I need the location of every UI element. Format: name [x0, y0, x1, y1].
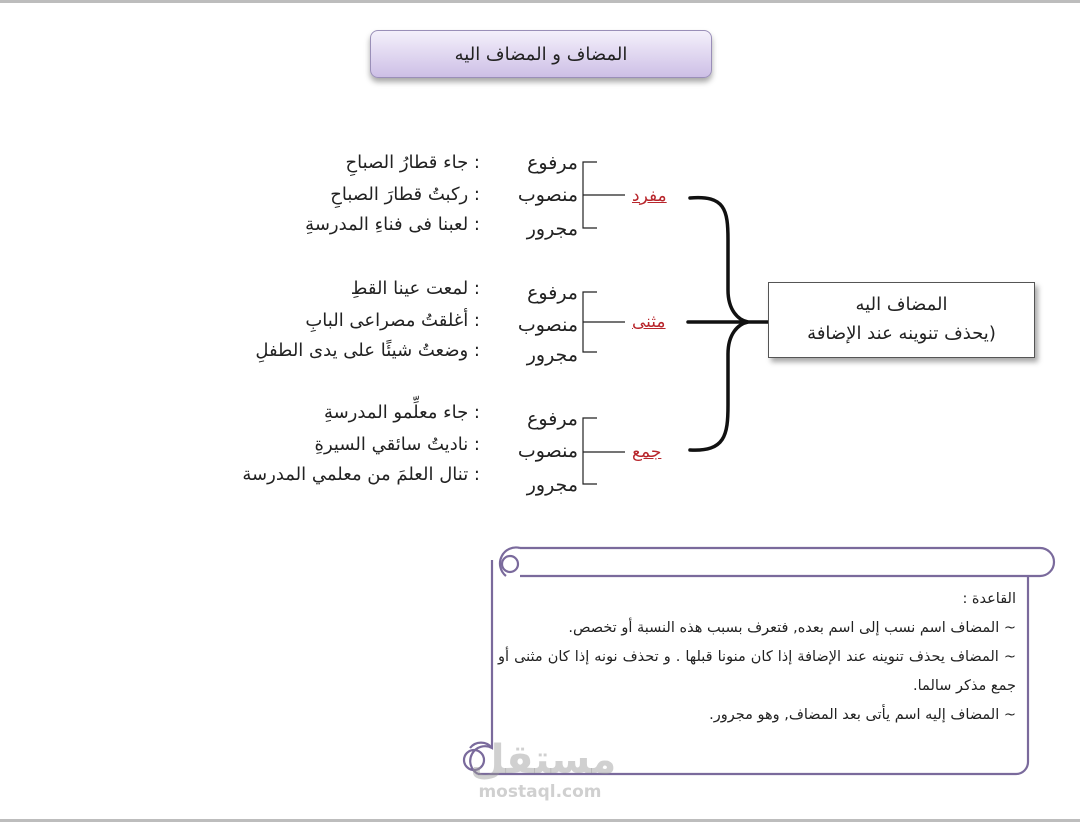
- definition-line-2: (يحذف تنوينه عند الإضافة: [807, 323, 996, 344]
- definition-line-1: المضاف اليه: [855, 294, 948, 316]
- example-sentence: : ناديتُ سائقي السيرةِ: [314, 434, 480, 455]
- watermark-logo: مستقل: [470, 737, 617, 783]
- case-label: مرفوع: [527, 408, 578, 430]
- example-sentence: : تنال العلمَ من معلمي المدرسة: [242, 464, 480, 485]
- case-label: مرفوع: [527, 152, 578, 174]
- category-jam: جمع: [632, 442, 662, 462]
- category-muthanna: مثنى: [632, 312, 666, 332]
- rule-line: ~ المضاف اسم نسب إلى اسم بعده, فتعرف بسبب هذه النسبة أو تخصص.: [568, 620, 1016, 636]
- example-sentence: : وضعتُ شيئًا على يدى الطفلِ: [255, 340, 480, 361]
- rule-line: ~ المضاف إليه اسم يأتى بعد المضاف, وهو مجرور.: [709, 707, 1016, 723]
- case-label: مجرور: [526, 344, 578, 366]
- example-sentence: : جاء معلِّمو المدرسةِ: [323, 402, 480, 423]
- example-sentence: : أغلقتُ مصراعى البابِ: [305, 310, 480, 331]
- rule-line: ~ المضاف يحذف تنوينه عند الإضافة إذا كان منونا قبلها . و تحذف نونه إذا كان مثنى أو جمع مذكر سالما.: [498, 649, 1016, 694]
- case-label: منصوب: [517, 184, 578, 206]
- example-sentence: : جاء قطارُ الصباحِ: [345, 152, 480, 173]
- example-sentence: : لعبنا فى فناءِ المدرسةِ: [305, 214, 480, 235]
- case-label: مرفوع: [527, 282, 578, 304]
- case-label: مجرور: [526, 218, 578, 240]
- title-text: المضاف و المضاف اليه: [454, 43, 628, 65]
- watermark-domain: mostaql.com: [478, 782, 602, 802]
- case-label: مجرور: [526, 474, 578, 496]
- rule-text: [498, 585, 1016, 730]
- case-label: منصوب: [517, 440, 578, 462]
- rule-heading: القاعدة :: [962, 591, 1016, 607]
- case-label: منصوب: [517, 314, 578, 336]
- watermark: [470, 737, 617, 802]
- category-mufrad: مفرد: [632, 186, 667, 206]
- example-sentence: : ركبتُ قطارَ الصباحِ: [330, 184, 480, 205]
- example-sentence: : لمعت عينا القطِ: [350, 278, 480, 299]
